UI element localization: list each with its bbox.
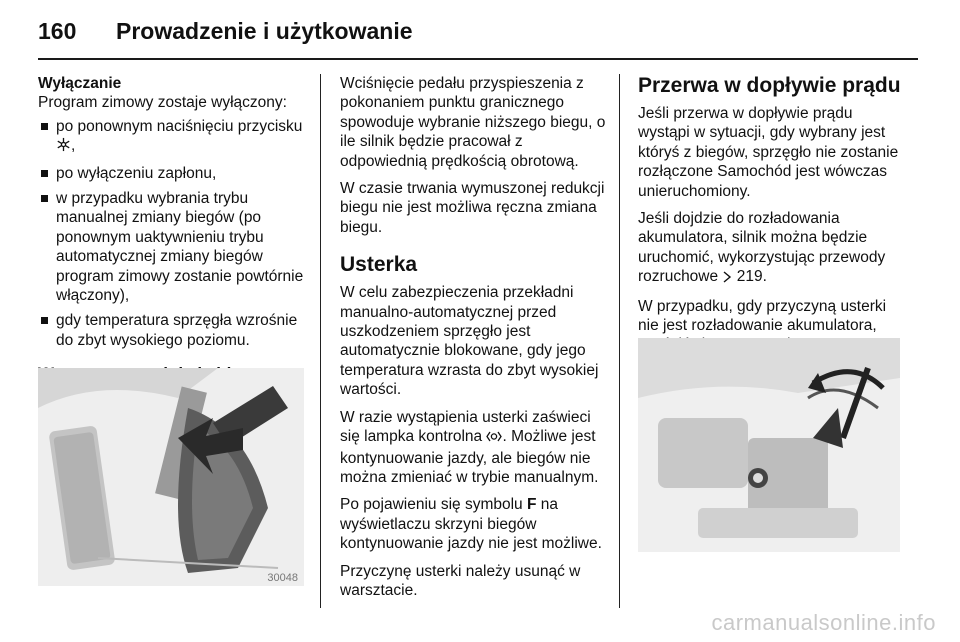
list-item: po ponownym naciśnięciu przycisku ,: [38, 117, 310, 158]
list-item: w przypadku wybrania trybu manualnej zmiany biegów (po ponownym uaktywnieniu trybu automatycznej zmiany biegów program zimowy zostanie powtórnie włączony),: [38, 189, 310, 305]
section-heading-wylaczanie: Wyłączanie: [38, 75, 122, 92]
pedal-illustration: [38, 368, 304, 586]
paragraph: Jeśli przerwa w dopływie prądu wystąpi w sytuacji, gdy wybrany jest któryś z biegów, sprzęgło nie zostanie rozłączone Samochód jest wówczas unieruchomiony.: [638, 105, 899, 200]
paragraph: W celu zabezpieczenia przekładni manualno-automatycznej przed uszkodzeniem sprzęgło jest automatycznie blokowane, gdy jego temperatura wzrasta do zbyt wysokiej wartości.: [340, 284, 599, 399]
page-reference-icon: [722, 269, 732, 288]
figure-id: 30048: [267, 572, 298, 584]
header-rule: [38, 58, 918, 60]
bullet-list: [38, 117, 310, 350]
column-divider: [320, 74, 321, 608]
paragraph: Po pojawieniu się symbolu F na wyświetlaczu skrzyni biegów kontynuowanie jazdy nie jest możliwe.: [340, 496, 602, 553]
column-middle: [340, 74, 606, 608]
watermark: carmanualsonline.info: [711, 610, 936, 635]
paragraph: Wciśnięcie pedału przyspieszenia z pokonaniem punktu granicznego spowoduje wybranie niższego biegu, o ile silnik będzie pracował z odpowiednią prędkością obrotową.: [340, 75, 606, 170]
intro-text: Program zimowy zostaje wyłączony:: [38, 94, 287, 112]
page-header: [38, 10, 918, 56]
engine-bay-illustration: [638, 338, 900, 552]
paragraph: W przypadku, gdy przyczyną usterki nie jest rozładowanie akumulatora,: [638, 297, 887, 335]
page-number: 160: [38, 18, 77, 44]
list-item: po wyłączeniu zapłonu,: [38, 164, 310, 183]
paragraph: W razie wystąpienia usterki zaświeci się lampka kontrolna . Możliwe jest kontynuowanie jazdy, ale biegów nie można zmieniać w trybie manualnym.: [340, 408, 599, 486]
column-right: [638, 74, 906, 363]
paragraph: W czasie trwania wymuszonej redukcji biegu nie jest możliwa ręczna zmiana biegu.: [340, 180, 605, 236]
column-divider: [619, 74, 620, 608]
page-title: Prowadzenie i użytkowanie: [116, 18, 413, 44]
gearbox-warning-icon: [486, 429, 502, 448]
column-left: [38, 74, 310, 394]
paragraph: Przyczynę usterki należy usunąć w warsztacie.: [340, 562, 581, 599]
section-heading-przerwa: Przerwa w dopływie prądu: [638, 74, 901, 97]
snowflake-icon: [56, 137, 71, 157]
symbol-f: F: [526, 496, 537, 514]
paragraph: Jeśli dojdzie do rozładowania akumulatora, silnik można będzie uruchomić, wykorzystując przewody rozruchowe 219.: [638, 209, 906, 289]
list-item: gdy temperatura sprzęgła wzrośnie do zbyt wysokiego poziomu.: [38, 311, 310, 350]
section-heading-usterka: Usterka: [340, 253, 418, 277]
